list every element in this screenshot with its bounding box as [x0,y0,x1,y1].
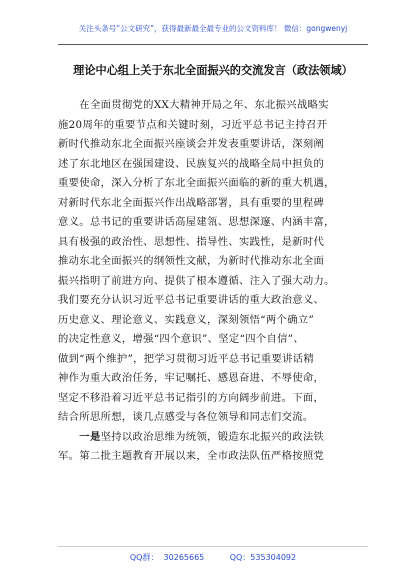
body-line: 推动东北全面振兴的纲领性文献，为新时代推动东北全面 [58,255,325,267]
body-line: 军。第二批主题教育开展以来，全市政法队伍严格按照党 [58,450,325,462]
body-line: 述了东北地区在强国建设、民族复兴的战略全局中担负的 [58,157,325,170]
body-line: 具有极强的政治性、思想性、指导性、实践性，是新时代 [58,235,325,248]
footer-divider [58,546,368,547]
body-line: 我们要充分认识习近平总书记重要讲话的重大政治意义、 [58,294,325,306]
body-line: 施20周年的重要节点和关键时刻，习近平总书记主持召开 [58,118,328,131]
section-lead-rest: 坚持以政治思维为统领，锻造东北振兴的政法铁 [100,430,325,443]
section-lead-bold: 一是 [79,430,101,443]
body-line: 在全面贯彻党的XX大精神开局之年、东北振兴战略实 [58,99,329,111]
body-line: 意义。总书记的重要讲话高屋建瓴、思想深邃、内涵丰富， [58,216,335,228]
body-line: 对新时代东北全面振兴作出战略部署，具有重要的里程碑 [58,196,325,209]
body-line: 历史意义、理论意义、实践意义，深刻领悟“两个确立” [58,313,315,326]
document-body [58,96,368,467]
footer-contact: QQ群： 30265665 QQ：535304092 [129,553,297,562]
body-line: 结合所思所想，谈几点感受与各位领导和同志们交流。 [58,411,314,423]
body-line: 新时代推动东北全面振兴座谈会并发表重要讲话，深刻阐 [58,138,325,150]
header-divider [58,44,368,45]
header-banner: 关注头条号“公文研究”，获得最新最全最专业的公文资料库！ 微信：gongwenyj [78,24,348,33]
body-line: 坚定不移沿着习近平总书记指引的方向阔步前进。下面， [58,391,325,404]
body-line: 振兴指明了前进方向、提供了根本遵循、注入了强大动力。 [58,274,335,287]
body-line: 神作为重大政治任务，牢记嘱托、感恩奋进、不辱使命， [58,372,325,384]
body-line: 重要使命，深入分析了东北全面振兴面临的新的重大机遇， [58,177,335,189]
body-line: 的决定性意义，增强“四个意识”、坚定“四个自信”、 [58,333,305,345]
document-title: 理论中心组上关于东北全面振兴的交流发言（政法领域） [73,64,353,77]
body-line-paragraph-two [58,428,368,448]
body-line: 做到“两个维护”，把学习贯彻习近平总书记重要讲话精 [58,352,315,365]
